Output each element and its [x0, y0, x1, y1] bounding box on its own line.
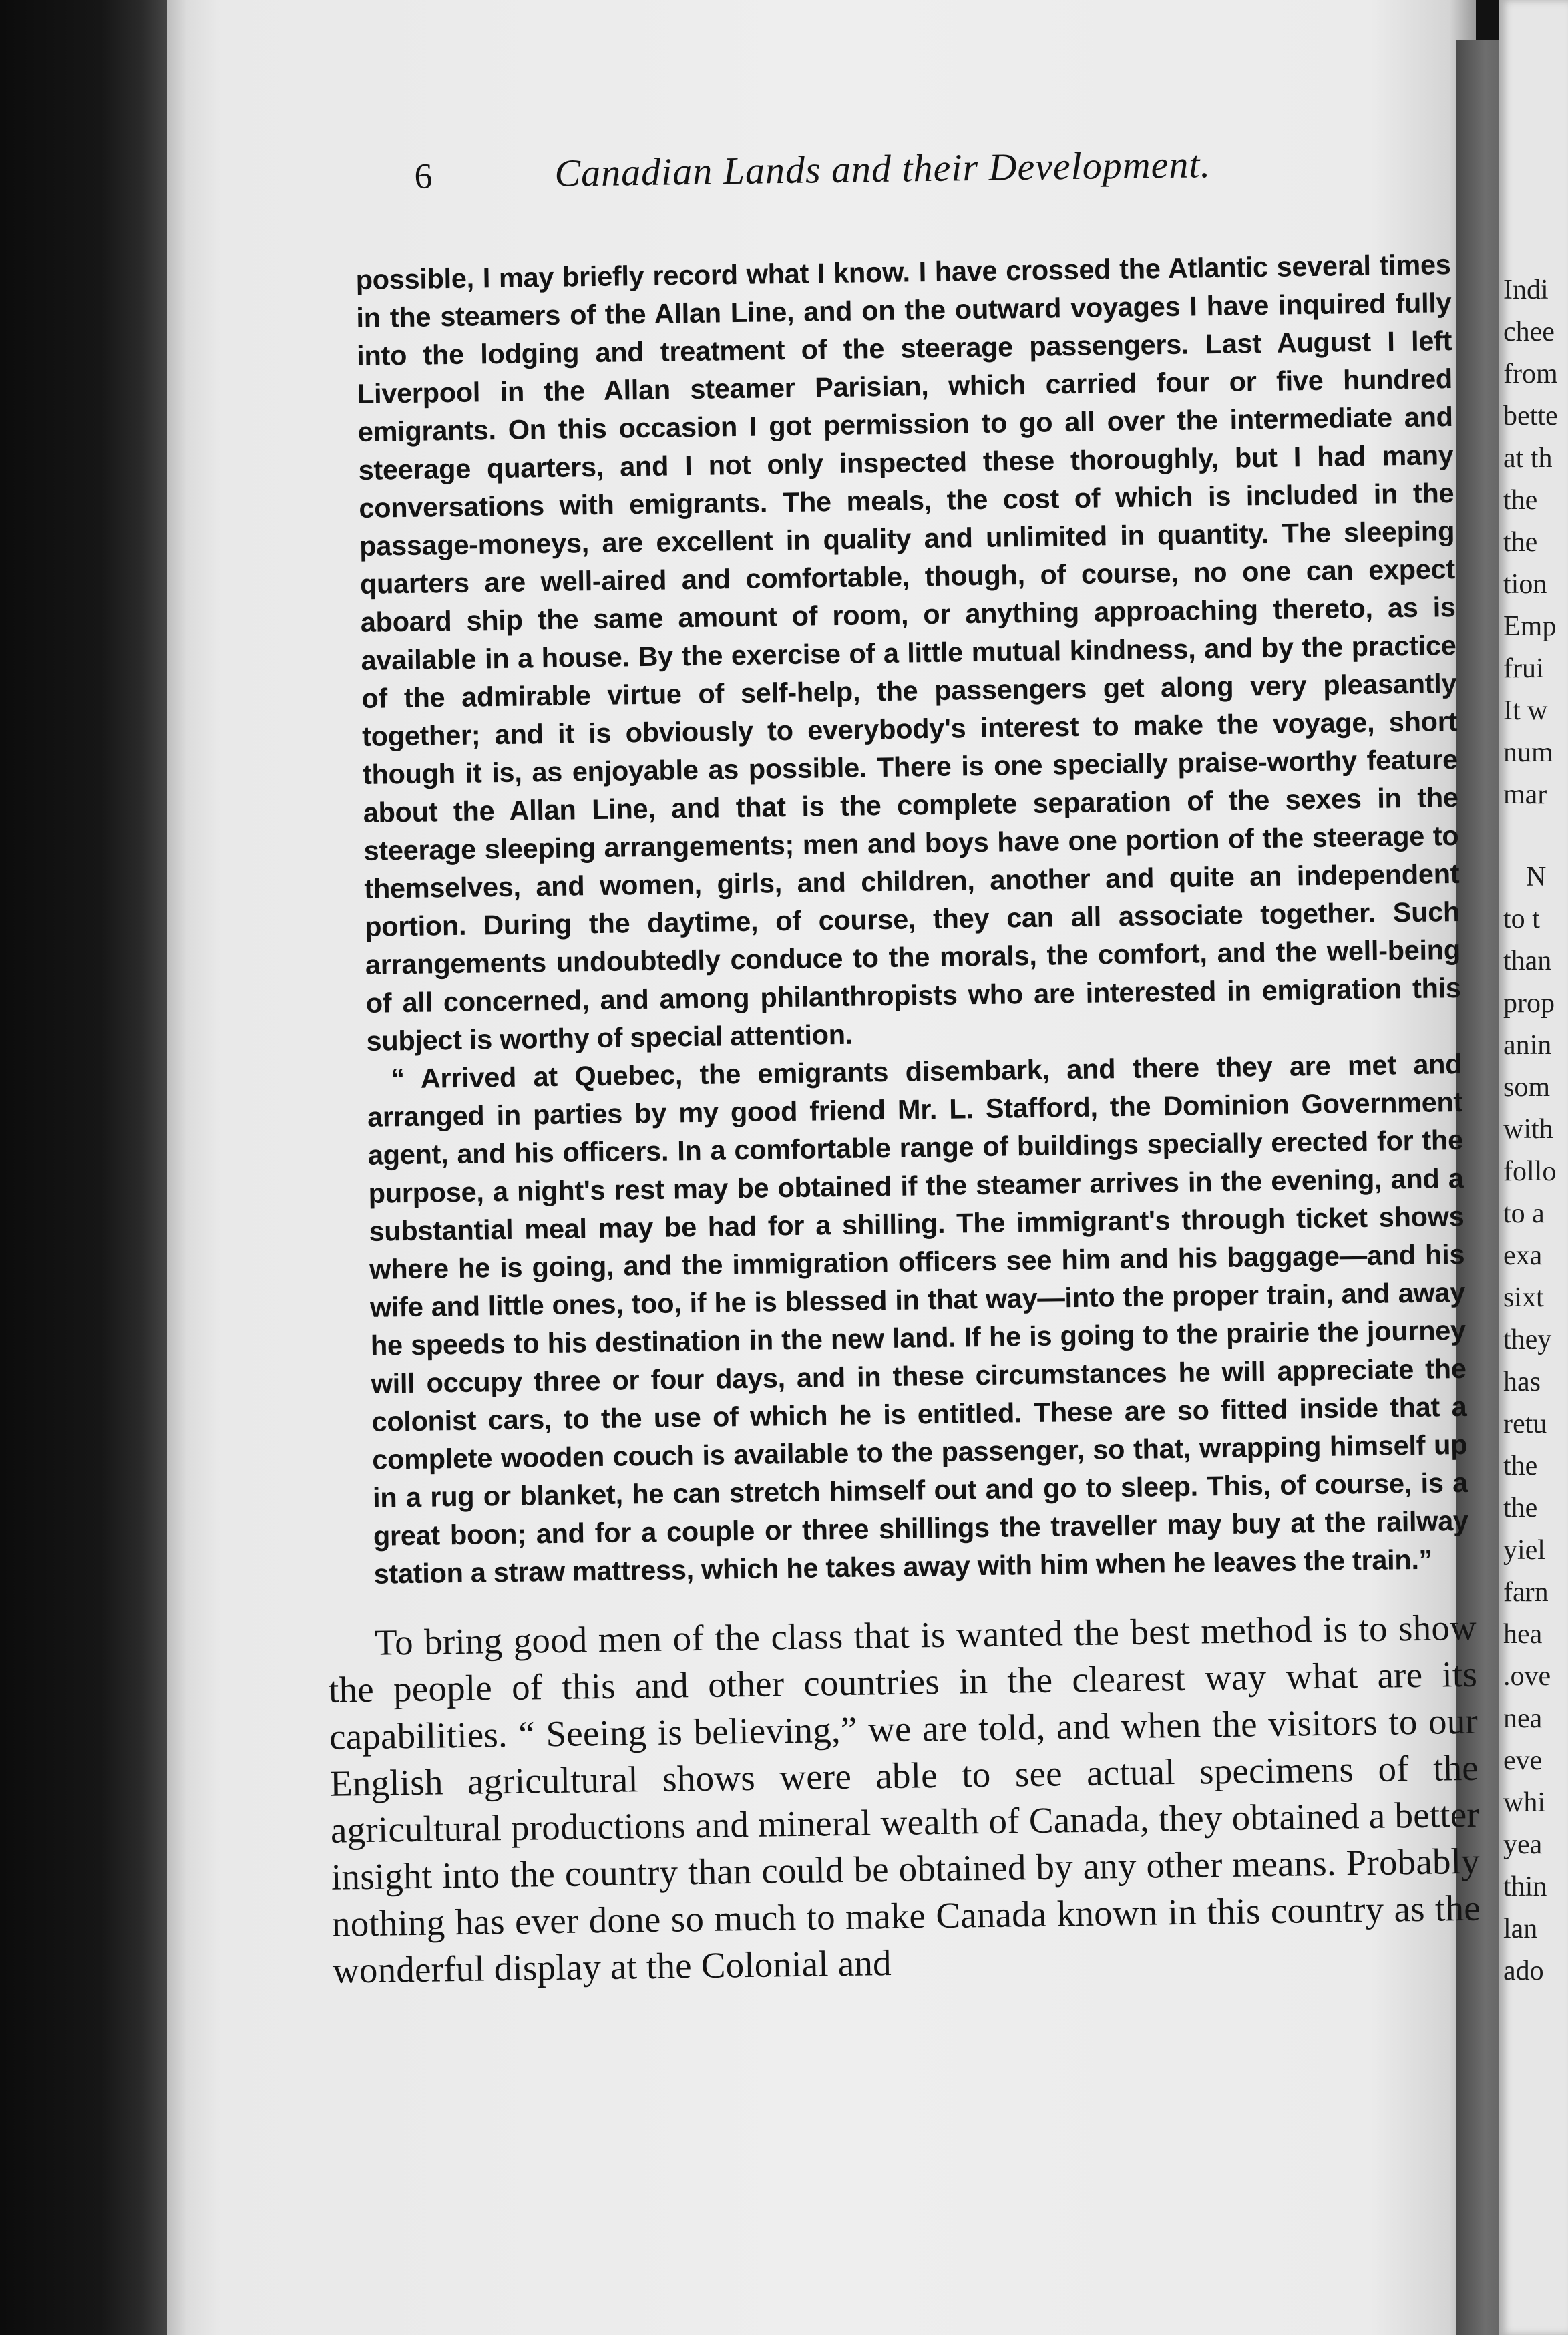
facing-page-fragment: Emp — [1503, 611, 1557, 642]
facing-page-fragment: whi — [1503, 1787, 1545, 1818]
page-content — [328, 138, 1481, 1994]
facing-page-fragment: It w — [1503, 695, 1548, 726]
facing-page-fragment: .ove — [1503, 1661, 1551, 1692]
facing-page-fragment: lan — [1503, 1914, 1538, 1944]
facing-page-fragment: the — [1503, 485, 1538, 516]
facing-page-fragment: the — [1503, 1493, 1538, 1523]
facing-page-fragment: yea — [1503, 1829, 1543, 1860]
facing-page-fragment: ado — [1503, 1956, 1544, 1986]
facing-page-fragment: the — [1503, 527, 1538, 558]
facing-page-fragment: tion — [1503, 569, 1547, 600]
facing-page-fragment: nea — [1503, 1703, 1543, 1734]
quote-paragraph-2: “ Arrived at Quebec, the emigrants disembark, and there they are met and arranged in parties by my good friend Mr. L. Stafford, the Dominion Government agent, and his officers. In a comfortable range of buildings specially erected for the purpose, a night's rest may be obtained if the steamer arrives in the evening, and a substantial meal may be had for a shilling. The immigrant's through ticket shows where he is going, and the immigration officers see him and his baggage—and his wife and little ones, too, if he is blessed in that way—into the proper train, and away he speeds to his destination in the new land. If he is going to the prairie the journey will occupy three or four days, and in these circumstances he will appreciate the colonist cars, to the use of which he is entitled. These are so fitted inside that a complete wooden couch is available to the passenger, so that, wrapping himself up in a rug or blanket, he can stretch himself out and go to sleep. This, of course, is a great boon; and for a couple or three shillings the traveller may buy at the railway station a straw mattress, which he takes away with him when he leaves the train.” — [367, 1047, 1469, 1590]
facing-page-fragment: bette — [1503, 401, 1558, 431]
facing-page-fragment: Indi — [1503, 275, 1549, 305]
quoted-passage — [355, 245, 1469, 1593]
facing-page-fragment: N — [1526, 862, 1547, 892]
facing-page-fragment: anin — [1503, 1030, 1552, 1061]
facing-page-fragment: from — [1503, 359, 1558, 389]
facing-page-fragment: thin — [1503, 1871, 1547, 1902]
quote-paragraph-1: possible, I may briefly record what I know. I have crossed the Atlantic several times in the steamers of the Allan Line, and on the outward voyages I have inquired fully into the lodging and treatment of the steerage passengers. Last August I left Liverpool in the Allan steamer Parisian, which carried four or five hundred emigrants. On this occasion I got permission to go all over the intermediate and steerage quarters, and I not only inspected these thoroughly, but I had many conversations with emigrants. The meals, the cost of which is included in the passage-moneys, are excellent in quality and unlimited in quantity. The sleeping quarters are well-aired and comfortable, though, of course, no one can expect aboard ship the same amount of room, or anything approaching thereto, as is available in a house. By the exercise of a little mutual kindness, and by the practice of the admirable virtue of self-help, the passengers get along very pleasantly together; and it is obviously to everybody's interest to make the voyage, short though it is, as enjoyable as possible. There is one specially praise-worthy feature about the Allan Line, and that is the complete separation of the sexes in the steerage sleeping arrangements; men and boys have one portion of the steerage to themselves, and women, girls, and children, another and quite an independent portion. During the daytime, of course, they can all associate together. Such arrangements undoubtedly conduce to the morals, the comfort, and the well-being of all concerned, and among philanthropists who are interested in emigration this subject is worthy of special attention. — [355, 248, 1461, 1057]
running-head — [354, 138, 1450, 227]
facing-page-fragment: retu — [1503, 1409, 1547, 1439]
facing-page-fragment: mar — [1503, 779, 1547, 810]
facing-page-fragment: with — [1503, 1114, 1553, 1145]
facing-page-fragment: the — [1503, 1451, 1538, 1481]
facing-page-fragment: follo — [1503, 1156, 1557, 1187]
main-paragraph: To bring good men of the class that is wanted the best method is to show the people of this and other countries in the clearest way what are its capabilities. “ Seeing is believing,” we are told, and when the visitors to our English agricultural shows were able to see actual specimens of the agricultural productions and mineral wealth of Canada, they obtained a better insight into the country than could be obtained by any other means. Probably nothing has ever done so much to make Canada known in this country as the wonderful display at the Colonial and — [328, 1606, 1481, 1991]
facing-page-fragment: at th — [1503, 443, 1553, 474]
facing-page-fragment: frui — [1503, 653, 1544, 684]
facing-page-fragment: chee — [1503, 317, 1555, 347]
facing-page-fragment: yiel — [1503, 1535, 1545, 1566]
facing-page-fragment: farn — [1503, 1577, 1549, 1608]
facing-page-fragment: to a — [1503, 1198, 1545, 1229]
running-title: Canadian Lands and their Development. — [554, 142, 1211, 195]
facing-page-fragment: num — [1503, 737, 1553, 768]
facing-page-fragment: to t — [1503, 904, 1540, 934]
facing-page-fragment: eve — [1503, 1745, 1543, 1776]
facing-page-fragment: prop — [1503, 988, 1555, 1019]
body-text — [328, 245, 1481, 1994]
facing-page-fragment: exa — [1503, 1240, 1543, 1271]
facing-page-fragment: hea — [1503, 1619, 1543, 1650]
facing-page-fragment: som — [1503, 1072, 1551, 1103]
page-number: 6 — [414, 156, 433, 196]
facing-page-fragment: than — [1503, 946, 1552, 976]
facing-page-fragment: sixt — [1503, 1282, 1544, 1313]
facing-page-fragment: they — [1503, 1324, 1552, 1355]
facing-page-fragment: has — [1503, 1367, 1541, 1397]
facing-page — [1499, 0, 1568, 2335]
scanner-border — [0, 0, 167, 2335]
